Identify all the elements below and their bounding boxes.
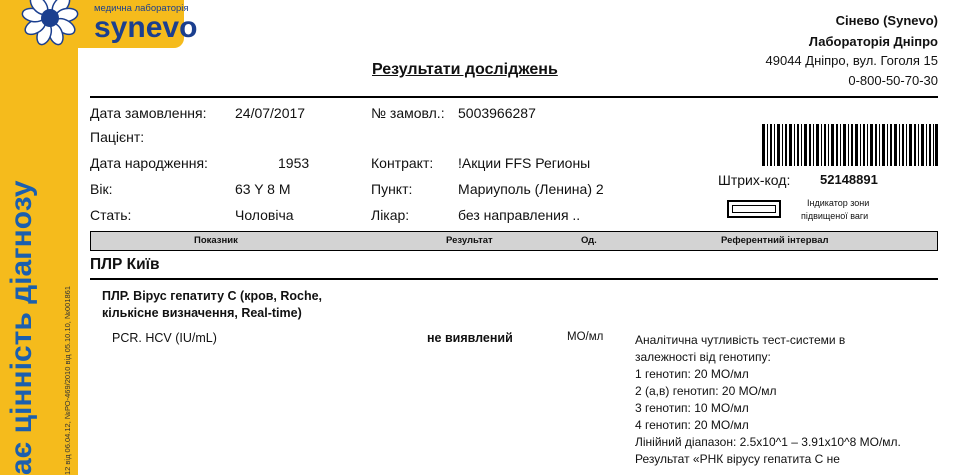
sex-value: Чоловіча bbox=[235, 207, 294, 223]
test-name-line-1: ПЛР. Вірус гепатиту С (кров, Roche, bbox=[102, 289, 323, 303]
flower-logo-icon bbox=[10, 0, 90, 48]
weight-indicator-label-2: підвищеної ваги bbox=[801, 211, 869, 221]
divider bbox=[90, 96, 938, 98]
birth-date-value: 1953 bbox=[278, 155, 310, 171]
point-value: Мариуполь (Ленина) 2 bbox=[458, 181, 604, 197]
birth-date-label: Дата народження: bbox=[90, 155, 208, 171]
barcode-number: 52148891 bbox=[820, 172, 878, 187]
patient-label: Пацієнт: bbox=[90, 129, 145, 145]
barcode-icon bbox=[762, 124, 938, 166]
reference-line-2: залежності від генотипу: bbox=[635, 350, 771, 364]
reference-line-3: 1 генотип: 20 МО/мл bbox=[635, 367, 749, 381]
license-print: 12 від 06.04.12, №РО-469/2010 від 05.10.10, №001861 bbox=[63, 285, 72, 475]
contract-value: !Акции FFS Регионы bbox=[458, 155, 591, 171]
point-label: Пункт: bbox=[371, 181, 413, 197]
contract-label: Контракт: bbox=[371, 155, 434, 171]
synevo-logo bbox=[8, 0, 198, 48]
barcode-label: Штрих-код: bbox=[718, 172, 791, 188]
test-unit: МО/мл bbox=[567, 331, 604, 343]
lab-address: 49044 Дніпро, вул. Гоголя 15 bbox=[765, 53, 938, 68]
reference-line-8: Результат «РНК вірусу гепатита С не bbox=[635, 452, 840, 466]
reference-line-7: Лінійний діапазон: 2.5x10^1 – 3.91x10^8 МО/мл. bbox=[635, 435, 901, 449]
section-divider bbox=[90, 278, 938, 280]
doctor-label: Лікар: bbox=[371, 207, 410, 223]
header-reference: Референтний інтервал bbox=[721, 235, 829, 246]
reference-line-5: 3 генотип: 10 МО/мл bbox=[635, 401, 749, 415]
weight-indicator-inner bbox=[732, 205, 776, 213]
lab-phone: 0-800-50-70-30 bbox=[848, 73, 938, 88]
doctor-value: без направления .. bbox=[458, 207, 581, 223]
weight-indicator-label-1: Індикатор зони bbox=[807, 198, 870, 208]
lab-name: Сінево (Synevo) bbox=[835, 13, 938, 28]
order-number-value: 5003966287 bbox=[458, 105, 536, 121]
logo-name: synevo bbox=[94, 11, 198, 44]
reference-line-1: Аналітична чутливість тест-системи в bbox=[635, 333, 846, 347]
header-result: Результат bbox=[446, 235, 493, 246]
order-date-label: Дата замовлення: bbox=[90, 105, 207, 121]
reference-line-4: 2 (а,в) генотип: 20 МО/мл bbox=[635, 384, 777, 398]
test-parameter: PCR. HCV (IU/mL) bbox=[112, 331, 217, 345]
test-result: не виявлений bbox=[427, 331, 513, 345]
age-value: 63 Y 8 M bbox=[235, 181, 291, 197]
slogan-text: ає цінність діагнозу bbox=[5, 180, 38, 475]
document-title: Результати досліджень bbox=[372, 61, 558, 78]
reference-line-6: 4 генотип: 20 МО/мл bbox=[635, 418, 749, 432]
test-name-line-2: кількісне визначення, Real-time) bbox=[102, 306, 302, 320]
order-date-value: 24/07/2017 bbox=[235, 105, 306, 121]
header-unit: Од. bbox=[581, 235, 597, 246]
sex-label: Стать: bbox=[90, 207, 132, 223]
results-table-header bbox=[90, 231, 938, 251]
order-number-label: № замовл.: bbox=[371, 105, 445, 121]
section-title: ПЛР Київ bbox=[90, 256, 160, 273]
header-indicator: Показник bbox=[194, 235, 238, 246]
age-label: Вік: bbox=[90, 181, 113, 197]
lab-branch: Лабораторія Дніпро bbox=[808, 34, 938, 49]
logo-subtitle: медична лабораторія bbox=[94, 3, 189, 14]
